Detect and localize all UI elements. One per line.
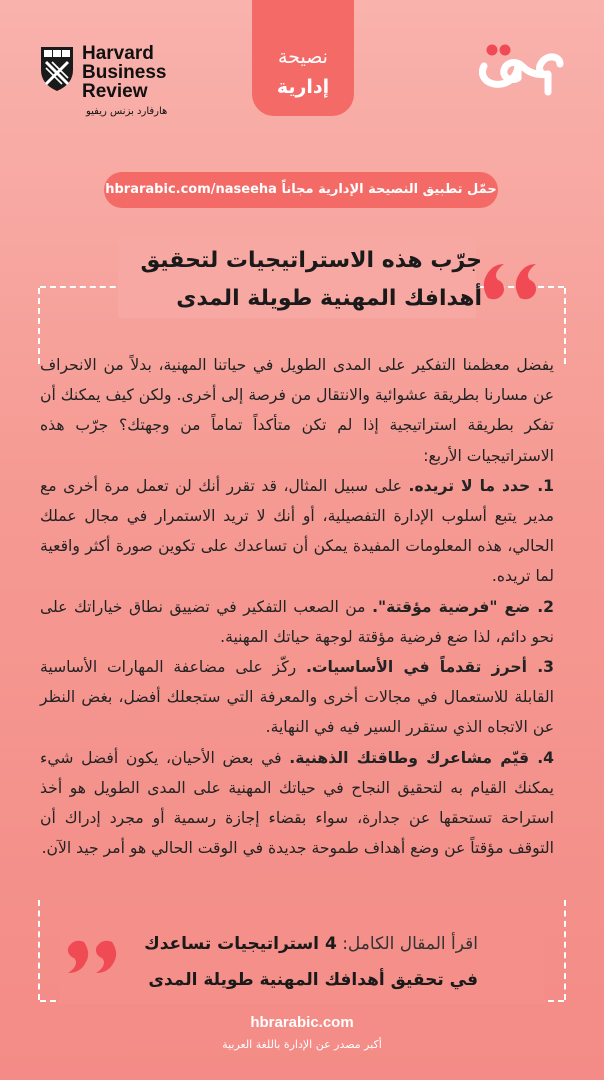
list-item: 2. ضع "فرضية مؤقتة". من الصعب التفكير في تضييق نطاق خياراتك على نحو دائم، لذا ضع فرضية مؤقتة لوجهة حياتك المهنية. [40,597,554,646]
read-more-prefix: اقرأ المقال الكامل: [342,934,478,954]
list-item: 3. أحرز تقدماً في الأساسيات. ركّز على مضاعفة المهارات الأساسية القابلة للاستعمال في مجالات أخرى والمعرفة التي ستجعلك أفضل، بغض النظر عن الاتجاه الذي ستقرر السير فيه في النهاية. [40,658,554,737]
tab-line1: نصيحة [278,46,328,68]
majalla-logo [476,42,564,98]
hbr-logo [40,43,190,117]
hbr-wordmark: Harvard Business Review [82,43,167,102]
app-download-banner[interactable]: حمّل تطبيق النصيحة الإدارية مجاناً hbrarabic.com/naseeha [104,172,498,208]
quote-open-icon [482,262,546,300]
quote-close-icon [60,940,118,974]
footer-tagline: أكبر مصدر عن الإدارة باللغة العربية [222,1038,382,1051]
tab-line2: إدارية [276,76,330,98]
veritas-shield-icon [40,46,74,92]
read-full-article-link[interactable] [128,926,478,998]
page-title: جرّب هذه الاستراتيجيات لتحقيق أهدافك المهنية طويلة المدى [140,248,482,311]
article-title-line1: 4 استراتيجيات تساعدك [144,934,337,954]
advice-body [40,350,554,863]
list-item: 1. حدد ما لا تريده. على سبيل المثال، قد تقرر أنك لن تعمل مرة أخرى مع مدير يتبع أسلوب الإدارة التفصيلية، أو أنك لا تريد الاستمرار في مجال عملك الحالي، هذه المعلومات المفيدة يمكن أن تساعدك على تكوين صورة أكثر واقعية لما تريده. [40,476,554,586]
list-item: 4. قيّم مشاعرك وطاقتك الذهنية. في بعض الأحيان، يكون أفضل شيء يمكنك القيام به لتحقيق النجاح في حياتك المهنية على المدى الطويل هو أخذ استراحة تستحقها عن جدارة، سواء بقضاء إجازة رسمية أو مجرد إدراك أن التوقف مؤقتاً عن وضع أهداف طموحة جديدة في الوقت الحالي هو أمر جيد الآن. [40,748,554,858]
category-tab [252,0,354,116]
footer-site-link[interactable]: hbrarabic.com [250,1014,354,1031]
hbr-arabic-subtitle: هارفارد بزنس ريفيو [86,106,168,117]
intro-paragraph: يفضل معظمنا التفكير على المدى الطويل في حياتنا المهنية، بدلاً من الانحراف عن مسارنا بطريقة عشوائية والانتقال من فرصة إلى أخرى. ولكن كيف يمكنك أن تفكر بطريقة استراتيجية إذا لم تكن متأكداً تماماً من وجهتك؟ جرّب هذه الاستراتيجيات الأربع: [40,356,554,465]
article-title-line2: في تحقيق أهدافك المهنية طويلة المدى [148,970,478,990]
